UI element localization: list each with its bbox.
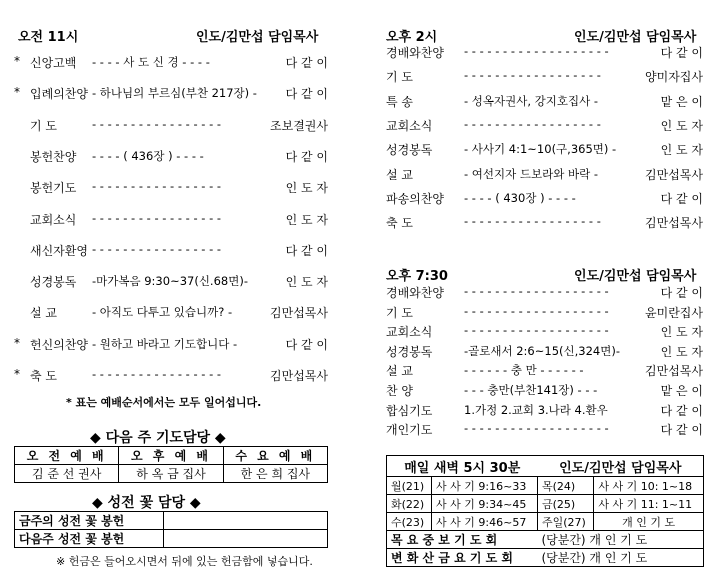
order-person: 인 도 자	[660, 325, 703, 340]
order-content: - - - - - - - - - - - - - - - - -	[92, 241, 222, 256]
order-person: 다 같 이	[660, 46, 703, 60]
order-person: 맡 은 이	[660, 384, 703, 398]
flower-duty-title: ◆ 성전 꽃 담당 ◆	[92, 495, 201, 511]
order-person: 김만섭목사	[270, 306, 328, 321]
afternoon-time: 오후 2시	[386, 30, 438, 45]
order-content: - - - - - - - - - - - - - - - - - -	[464, 68, 601, 83]
order-content: - - - - - - - - - - - - - - - - - - -	[464, 303, 609, 318]
table-row	[15, 447, 328, 465]
morning-leader: 인도/김만섭 담임목사	[196, 30, 319, 45]
order-label: 봉헌기도	[30, 181, 77, 196]
dawn-prayer-table	[386, 455, 704, 567]
order-content: - 원하고 바라고 기도합니다 -	[92, 336, 238, 351]
morning-note: * 표는 예배순서에서는 모두 일어섭니다.	[66, 396, 262, 409]
order-person: 다 같 이	[660, 286, 703, 300]
order-label: 교회소식	[30, 212, 77, 227]
order-content: - - - - - - 충 만 - - - - - -	[464, 363, 584, 378]
order-person: 다 같 이	[660, 403, 703, 418]
order-label: 축 도	[30, 369, 57, 383]
order-label: 파송의찬양	[386, 191, 444, 206]
order-label: 성경봉독	[30, 275, 77, 290]
extra-prayer-label: 목 요 중 보 기 도 회	[387, 531, 538, 549]
order-person: 김만섭목사	[645, 364, 703, 379]
table-row	[387, 477, 704, 495]
order-person: 다 같 이	[285, 56, 328, 70]
order-person: 김만섭목사	[645, 216, 703, 231]
order-person: 인 도 자	[660, 118, 703, 133]
order-label: 기 도	[30, 118, 57, 133]
order-label: 경배와찬양	[386, 286, 444, 300]
dawn-day: 화(22)	[387, 495, 432, 513]
order-label: 헌신의찬양	[30, 337, 88, 352]
table-row	[15, 465, 328, 483]
prayer-duty-name: 김 준 선 권사	[15, 465, 119, 483]
table-row	[387, 531, 704, 549]
prayer-duty-name: 한 은 희 집사	[223, 465, 327, 483]
order-person: 다 같 이	[285, 243, 328, 258]
evening-time: 오후 7:30	[386, 269, 448, 284]
order-person: 김만섭목사	[270, 369, 328, 383]
evening-leader: 인도/김만섭 담임목사	[574, 269, 697, 284]
prayer-duty-header: 오 전 예 배	[15, 447, 119, 465]
standing-mark: *	[14, 367, 20, 381]
dawn-day: 주일(27)	[537, 513, 593, 531]
order-person: 맡 은 이	[660, 94, 703, 109]
order-content: -마가복음 9:30~37(신.68면)-	[92, 274, 248, 289]
flower-duty-table	[14, 511, 328, 548]
order-content: - 아직도 다투고 있습니까? -	[92, 305, 233, 320]
dawn-reading: 사 사 기 10: 1~18	[594, 477, 704, 495]
order-content: - - - - - - - - - - - - - - - - - -	[464, 214, 601, 229]
order-content: 1.가정 2.교회 3.나라 4.환우	[464, 402, 608, 417]
dawn-reading: 사 사 기 9:46~57	[432, 513, 538, 531]
dawn-day: 월(21)	[387, 477, 432, 495]
extra-prayer-value: (당분간) 개 인 기 도	[537, 549, 703, 567]
prayer-duty-title: ◆ 다음 주 기도담당 ◆	[90, 430, 226, 446]
order-person: 인 도 자	[285, 275, 328, 290]
table-row	[387, 549, 704, 567]
standing-mark: *	[14, 54, 20, 68]
order-content: - - - - - - - - - - - - - - - - -	[92, 367, 222, 381]
prayer-duty-header: 오 후 예 배	[119, 447, 223, 465]
order-label: 신앙고백	[30, 56, 77, 70]
order-person: 인 도 자	[660, 344, 703, 359]
order-content: - - - - - - - - - - - - - - - - - - -	[464, 323, 609, 338]
order-content: - - - - - - - - - - - - - - - - -	[92, 210, 222, 225]
dawn-title: 매일 새벽 5시 30분	[387, 456, 538, 477]
order-label: 합심기도	[386, 403, 433, 418]
order-content: - 여선지자 드보라와 바락 -	[464, 166, 599, 181]
order-label: 설 교	[30, 306, 57, 321]
order-person: 윤미란집사	[645, 305, 703, 320]
order-label: 특 송	[386, 94, 413, 109]
order-label: 새신자환영	[30, 243, 88, 258]
order-person: 인 도 자	[660, 143, 703, 158]
order-label: 기 도	[386, 305, 413, 320]
order-person: 다 같 이	[285, 337, 328, 352]
dawn-reading: 사 사 기 9:16~33	[432, 477, 538, 495]
order-person: 양미자집사	[645, 70, 703, 85]
order-content: - - - - ( 430장 ) - - - -	[464, 190, 576, 205]
flower-duty-value	[164, 512, 328, 530]
evening-order-list	[360, 0, 715, 450]
table-row	[387, 495, 704, 513]
order-content: - - - - - - - - - - - - - - - - - - -	[464, 44, 609, 58]
order-label: 설 교	[386, 167, 413, 182]
order-label: 봉헌찬양	[30, 149, 77, 164]
table-row	[15, 512, 328, 530]
dawn-reading: 개 인 기 도	[594, 513, 704, 531]
prayer-duty-table	[14, 446, 328, 483]
order-content: - - - 충만(부찬141장) - - -	[464, 383, 598, 397]
flower-duty-label: 금주의 성전 꽃 봉헌	[15, 512, 164, 530]
prayer-duty-header: 수 요 예 배	[223, 447, 327, 465]
order-content: - 사사기 4:1~10(구,365면) -	[464, 142, 617, 157]
order-content: - - - - ( 436장 ) - - - -	[92, 148, 204, 163]
order-person: 김만섭목사	[645, 167, 703, 182]
extra-prayer-label: 변 화 산 금 요 기 도 회	[387, 549, 538, 567]
dawn-day: 금(25)	[537, 495, 593, 513]
afternoon-leader: 인도/김만섭 담임목사	[574, 30, 697, 45]
table-row	[387, 513, 704, 531]
order-label: 교회소식	[386, 325, 433, 340]
order-content: - - - - - - - - - - - - - - - - - - -	[464, 421, 609, 436]
order-content: - - - - 사 도 신 경 - - - -	[92, 55, 210, 69]
order-content: - - - - - - - - - - - - - - - - - - -	[464, 284, 609, 298]
order-person: 조보결권사	[270, 118, 328, 133]
order-content: -골로새서 2:6~15(신,324면)-	[464, 343, 620, 358]
order-person: 다 같 이	[660, 423, 703, 438]
morning-time: 오전 11시	[18, 30, 79, 45]
order-label: 교회소식	[386, 118, 433, 133]
table-row	[15, 530, 328, 548]
order-label: 성경봉독	[386, 344, 433, 359]
order-content: - - - - - - - - - - - - - - - - -	[92, 179, 222, 194]
order-label: 찬 양	[386, 384, 413, 398]
dawn-reading: 사 사 기 9:34~45	[432, 495, 538, 513]
prayer-duty-name: 하 옥 금 집사	[119, 465, 223, 483]
order-label: 기 도	[386, 70, 413, 85]
afternoon-service	[360, 0, 715, 584]
order-person: 다 같 이	[285, 87, 328, 102]
standing-mark: *	[14, 85, 20, 100]
extra-prayer-value: (당분간) 개 인 기 도	[537, 531, 703, 549]
order-person: 다 같 이	[285, 149, 328, 164]
order-person: 다 같 이	[660, 191, 703, 206]
morning-order-list	[0, 0, 340, 400]
order-label: 설 교	[386, 364, 413, 379]
morning-service	[0, 0, 340, 584]
order-content: - 하나님의 부르심(부찬 217장) -	[92, 86, 257, 101]
table-row	[387, 456, 704, 477]
dawn-day: 목(24)	[537, 477, 593, 495]
flower-duty-label: 다음주 성전 꽃 봉헌	[15, 530, 164, 548]
flower-duty-value	[164, 530, 328, 548]
dawn-reading: 사 사 기 11: 1~11	[594, 495, 704, 513]
order-person: 인 도 자	[285, 181, 328, 196]
order-label: 축 도	[386, 216, 413, 231]
standing-mark: *	[14, 335, 20, 350]
order-label: 입례의찬양	[30, 87, 88, 102]
order-label: 개인기도	[386, 423, 433, 438]
order-content: - 성옥자권사, 강지호집사 -	[464, 93, 599, 108]
dawn-day: 수(23)	[387, 513, 432, 531]
order-person: 인 도 자	[285, 212, 328, 227]
order-label: 경배와찬양	[386, 46, 444, 60]
offering-note: ※ 헌금은 들어오시면서 뒤에 있는 헌금함에 넣습니다.	[56, 555, 313, 568]
order-content: - - - - - - - - - - - - - - - - - -	[464, 116, 601, 131]
order-label: 성경봉독	[386, 143, 433, 158]
dawn-leader: 인도/김만섭 담임목사	[537, 456, 703, 477]
order-content: - - - - - - - - - - - - - - - - -	[92, 116, 222, 131]
